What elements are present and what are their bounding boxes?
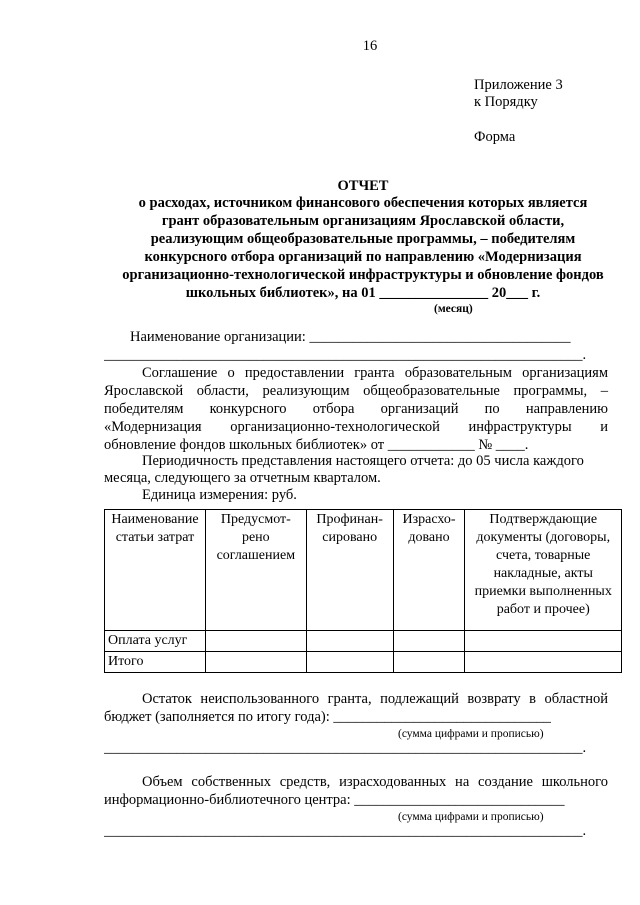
periodicity-line: Периодичность представления настоящего отчета: до 05 числа каждого [142,453,584,469]
table-header-cell: Подтверждающие документы (договоры, счета, товарные накладные, акты приемки выполненных работ и прочее) [465,510,622,631]
table-cell [205,652,306,673]
appendix-title: Приложение 3 [474,77,563,93]
periodicity-line: месяца, следующего за отчетным кварталом. [104,470,381,486]
unit-label: Единица измерения: руб. [142,487,297,503]
own-funds-line: информационно-библиотечного центра: _____________________________ [104,792,565,808]
org-name-line: __________________________________________________________________. [104,347,587,363]
own-funds-line: Объем собственных средств, израсходованных на создание школьного [142,774,608,790]
title-line: реализующим общеобразовательные программы, – победителям [150,231,576,247]
expense-table [104,509,622,673]
agreement-line: Ярославской области, реализующим общеобразовательные программы, – [104,383,608,399]
table-cell [306,652,393,673]
table-header-cell: Профинан-сировано [306,510,393,631]
title-line: грант образовательным организациям Ярославской области, [161,213,565,229]
org-name-label: Наименование организации: ____________________________________ [130,329,571,345]
appendix-subtitle: к Порядку [474,94,538,110]
table-cell [393,652,465,673]
table-cell [393,631,465,652]
title-line: школьных библиотек», на 01 _______________ 20___ г. [185,285,541,301]
table-row [105,652,622,673]
table-header-cell: Предусмот-рено соглашением [205,510,306,631]
page-number: 16 [362,38,378,54]
title-line: конкурсного отбора организаций по направлению «Модернизация [144,249,582,265]
remainder-line: бюджет (заполняется по итогу года): ______________________________ [104,709,551,725]
table-cell [205,631,306,652]
own-funds-note: (сумма цифрами и прописью) [398,811,544,823]
table-header-cell: Наименование статьи затрат [105,510,206,631]
remainder-line: __________________________________________________________________. [104,740,587,756]
remainder-note: (сумма цифрами и прописью) [398,728,544,740]
table-cell: Оплата услуг [105,631,206,652]
table-header-cell: Израсхо-довано [393,510,465,631]
remainder-line: Остаток неиспользованного гранта, подлежащий возврату в областной [142,691,608,707]
agreement-line: «Модернизация организационно-технологической инфраструктуры и [104,419,608,435]
table-cell: Итого [105,652,206,673]
title-line: о расходах, источником финансового обеспечения которых является [138,195,588,211]
agreement-line: победителям конкурсного отбора организаций по направлению [104,401,608,417]
report-heading: ОТЧЕТ [337,178,389,194]
agreement-line: Соглашение о предоставлении гранта образовательным организациям [142,365,608,381]
table-cell [465,652,622,673]
table-header-row [105,510,622,631]
form-label: Форма [474,129,516,145]
title-line: организационно-технологической инфраструктуры и обновление фондов [122,267,604,283]
table-cell [306,631,393,652]
table-cell [465,631,622,652]
month-note: (месяц) [434,303,473,315]
agreement-line: обновление фондов школьных библиотек» от ____________ № ____. [104,437,529,453]
table-row [105,631,622,652]
own-funds-line: __________________________________________________________________. [104,823,587,839]
